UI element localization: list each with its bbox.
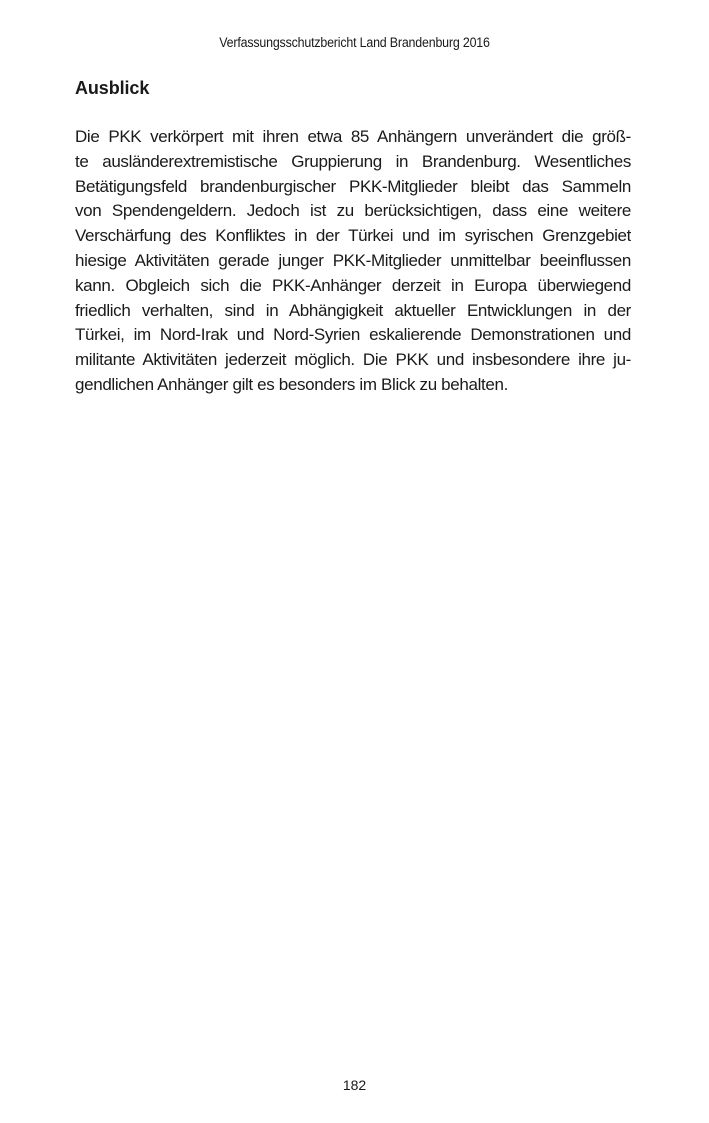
paragraph-line: Betätigungsfeld brandenburgischer PKK-Mitglieder bleibt das Sammeln [75,176,631,196]
paragraph-line: kann. Obgleich sich die PKK-Anhänger derzeit in Europa überwiegend [75,275,631,295]
paragraph-line: von Spendengeldern. Jedoch ist zu berücksichtigen, dass eine weitere [75,201,631,221]
page-number: 182 [342,1077,367,1093]
paragraph-line: friedlich verhalten, sind in Abhängigkeit aktueller Entwicklungen in der [75,300,631,320]
running-header: Verfassungsschutzbericht Land Brandenburg 2016 [219,35,490,50]
paragraph-line: hiesige Aktivitäten gerade junger PKK-Mitglieder unmittelbar beeinflussen [75,250,631,270]
paragraph-line: Türkei, im Nord-Irak und Nord-Syrien eskalierende Demonstrationen und [75,325,631,345]
section-heading: Ausblick [75,78,150,98]
paragraph-line: Verschärfung des Konfliktes in der Türkei und im syrischen Grenzgebiet [75,226,631,246]
paragraph-line: te ausländerextremistische Gruppierung in Brandenburg. Wesentliches [75,151,631,171]
paragraph-line: militante Aktivitäten jederzeit möglich. Die PKK und insbesondere ihre ju- [75,350,631,370]
paragraph-line: Die PKK verkörpert mit ihren etwa 85 Anhängern unverändert die größ- [75,127,631,146]
body-paragraph [75,125,631,398]
paragraph-line: gendlichen Anhänger gilt es besonders im Blick zu behalten. [75,374,508,394]
